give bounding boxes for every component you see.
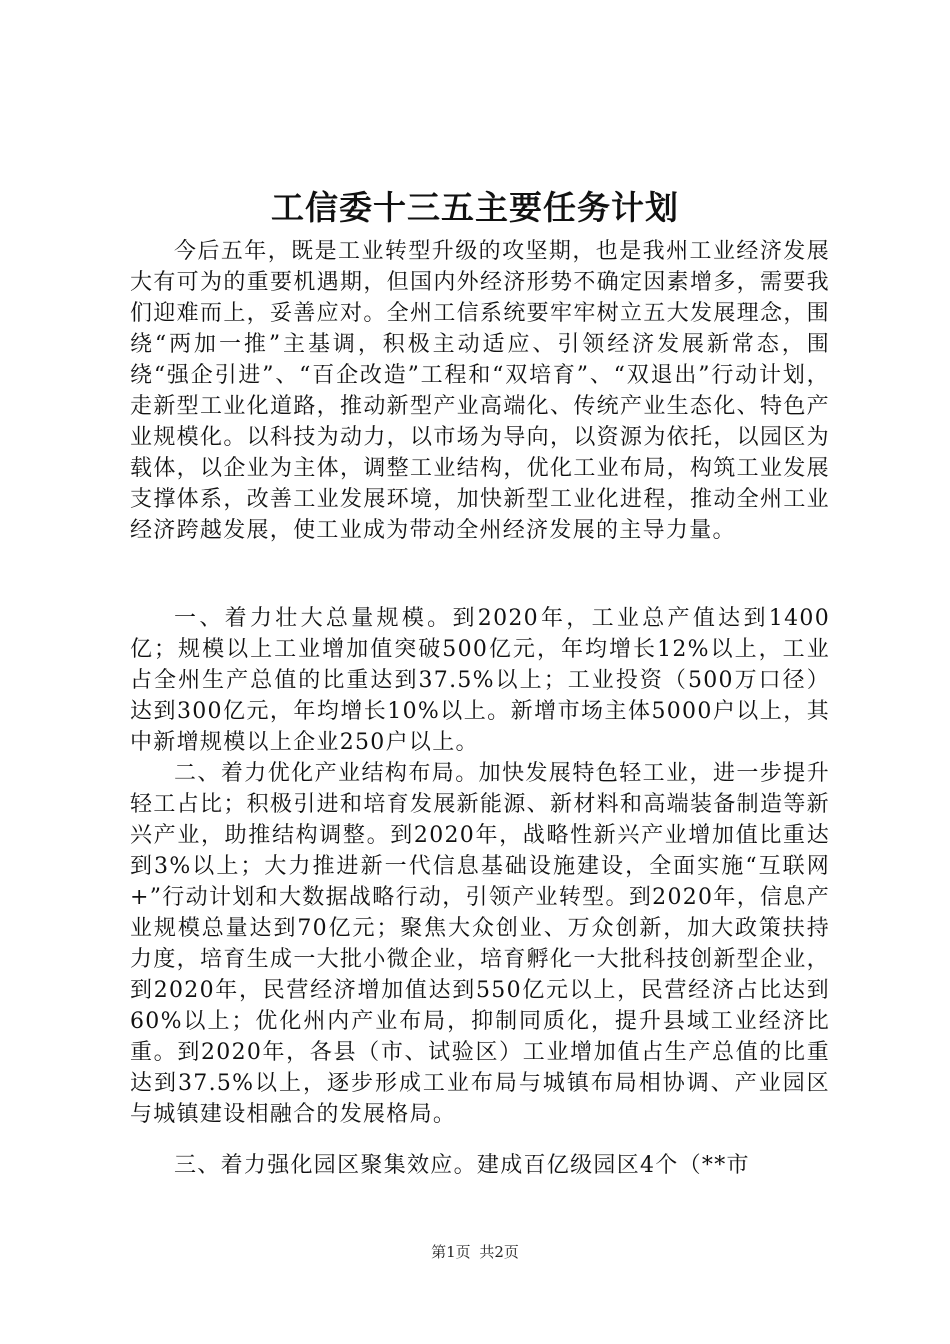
section-paragraph-3: 三、着力强化园区聚集效应。建成百亿级园区4个（**市 [174, 1153, 750, 1178]
page-footer [0, 1242, 950, 1262]
intro-paragraph: 今后五年，既是工业转型升级的攻坚期，也是我州工业经济发展大有可为的重要机遇期，但国内外经济形势不确定因素增多，需要我们迎难而上，妥善应对。全州工信系统要牢牢树立五大发展理念，围绕“两加一推”主基调，积极主动适应、引领经济发展新常态，围绕“强企引进”、“百企改造”工程和“双培育”、“双退出”行动计划，走新型工业化道路，推动新型产业高端化、传统产业生态化、特色产业规模化。以科技为动力，以市场为导向，以资源为依托，以园区为载体，以企业为主体，调整工业结构，优化工业布局，构筑工业发展支撑体系，改善工业发展环境，加快新型工业化进程，推动全州工业经济跨越发展，使工业成为带动全州经济发展的主导力量。 [130, 239, 830, 543]
page-total: 共2页 [479, 1243, 519, 1261]
section-paragraph-2: 二、着力优化产业结构布局。加快发展特色轻工业，进一步提升轻工占比；积极引进和培育发展新能源、新材料和高端装备制造等新兴产业，助推结构调整。到2020年，战略性新兴产业增加值比重达到3%以上；大力推进新一代信息基础设施建设，全面实施“互联网+”行动计划和大数据战略行动，引领产业转型。到2020年，信息产业规模总量达到70亿元；聚焦大众创业、万众创新，加大政策扶持力度，培育生成一大批小微企业，培育孵化一大批科技创新型企业，到2020年，民营经济增加值达到550亿元以上，民营经济占比达到60%以上；优化州内产业布局，抑制同质化，提升县域工业经济比重。到2020年，各县（市、试验区）工业增加值占生产总值的比重达到37.5%以上，逐步形成工业布局与城镇布局相协调、产业园区与城镇建设相融合的发展格局。 [130, 761, 830, 1127]
page-number: 第1页 [431, 1243, 471, 1261]
document-title: 工信委十三五主要任务计划 [271, 188, 679, 227]
section-paragraph-1: 一、着力壮大总量规模。到2020年，工业总产值达到1400亿；规模以上工业增加值突破500亿元，年均增长12%以上，工业占全州生产总值的比重达到37.5%以上；工业投资（500万口径）达到300亿元，年均增长10%以上。新增市场主体5000户以上，其中新增规模以上企业250户以上。 [130, 606, 830, 755]
